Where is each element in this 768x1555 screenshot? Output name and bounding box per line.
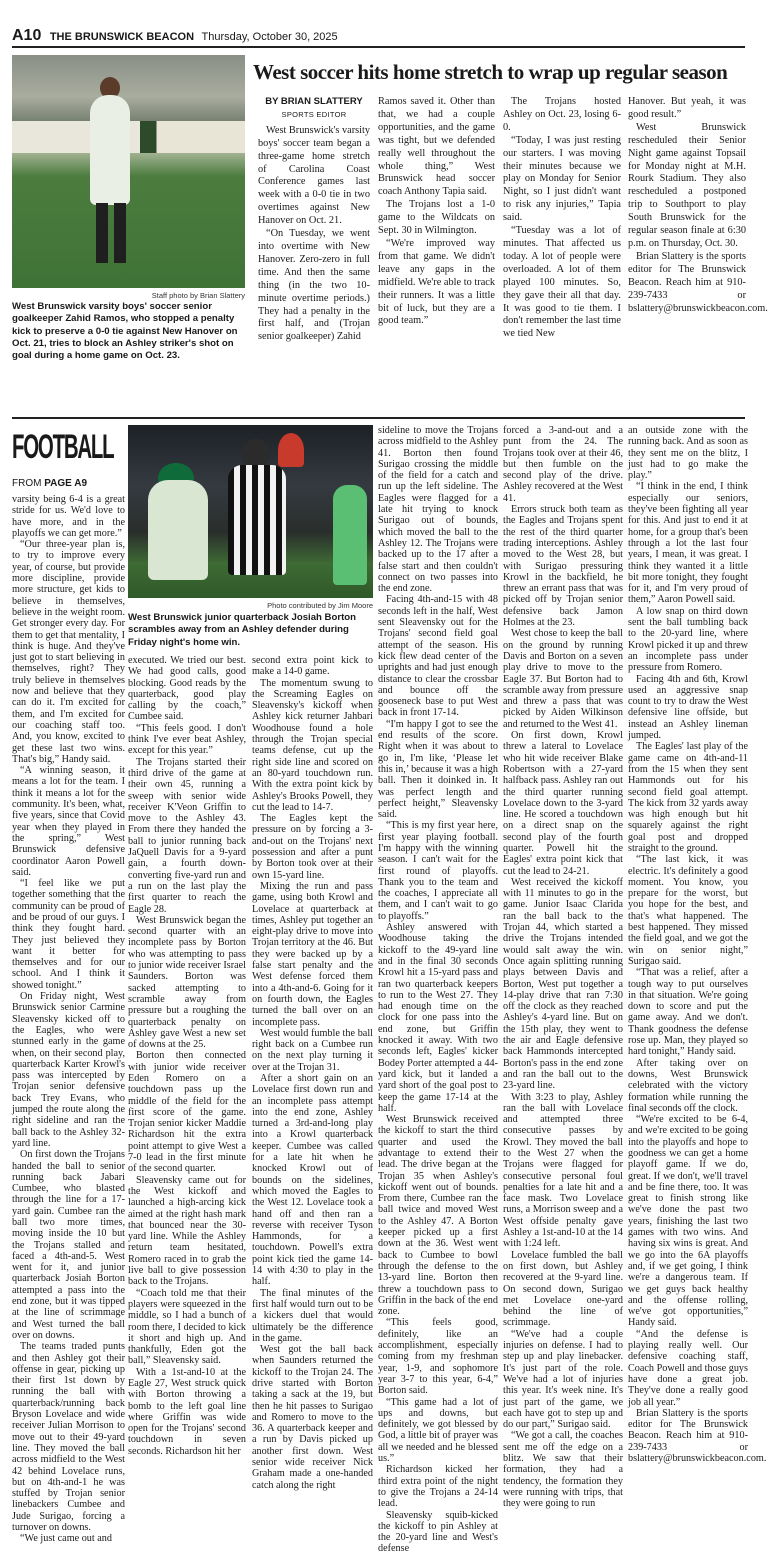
byline-title: SPORTS EDITOR [281, 109, 347, 119]
article-paragraph: Sleavensky came out for the West kickoff and launched a high-arcing kick aimed at the right hash mark that bounced near the 30-yard line. While the Ashley return team hesitated, Romero raced in to grab the live ball to give possession back to the Trojans. [128, 1174, 246, 1288]
article-paragraph: Lovelace fumbled the ball on first down, but Ashley recovered at the 9-yard line. On second down, Surigao met Lovelace one-yard behind the line of scrimmage. [503, 1249, 623, 1329]
soccer-photo [12, 55, 245, 288]
article-paragraph: The final minutes of the first half would turn out to be a kickers duel that would ultimately be the difference in the game. [252, 1287, 373, 1344]
article-paragraph: The Trojans hosted Ashley on Oct. 23, losing 6-0. [503, 96, 621, 133]
article-paragraph: Facing 4th and 6th, Krowl used an aggressive snap count to try to draw the West defensive line offside, but instead an Ashley lineman jumped. [628, 673, 748, 742]
soccer-column-1 [258, 96, 370, 411]
article-paragraph: “We got a call, the coaches sent me off the edge on a blitz. We saw that their formation, they had a tendency, the formation they were running with trips, that they were going to run [503, 1430, 623, 1510]
article-paragraph: Mixing the run and pass game, using both Krowl and Lovelace at quarterback at times, Ashley put together an eight-play drive to move into Trojan territory at the 46. But they were backed up by a false start penalty and the West defense forced them into a 4th-and-6. Going for it on fourth down, the Eagles turned the ball over on an incomplete pass. [252, 880, 373, 1028]
article-paragraph: The Trojans lost a 1-0 game to the Wildcats on Sept. 30 in Wilmington. [378, 199, 495, 237]
article-paragraph: Ramos saved it. Other than that, we had a couple opportunities, and the game was tight, but we defended really well throughout the whole thing,” West Brunswick head soccer coach Anthony Tapia said. [378, 96, 495, 198]
article-paragraph: With 3:23 to play, Ashley ran the ball with Lovelace and attempted three consecutive passes by Krowl. They moved the ball to the West 27 when the Trojans were flagged for consecutive personal foul penalties for a late hit and a face mask. Two Lovelace runs, a Morrison sweep and a West offside penalty gave Ashley a 1st-and-10 at the 14 with 1:24 left. [503, 1091, 623, 1250]
article-paragraph: varsity being 6-4 is a great stride for us. We'd love to have more, and in the playoffs we can get more.” [12, 494, 125, 539]
football-photo [128, 425, 373, 598]
byline-author: BY BRIAN SLATTERY [265, 96, 363, 107]
article-paragraph: second extra point kick to make a 14-0 game. [252, 655, 373, 678]
football-column-6 [628, 425, 767, 1508]
article-paragraph: “This game had a lot of ups and downs, but definitely, we got blessed by God, a little bit of prayer was all we needed and he blessed us.” [378, 1396, 498, 1465]
article-paragraph: The momentum swung to the Screaming Eagles on Sleavensky's kickoff when Ashley kick returner Jahbari Woodhouse found a hole through the Trojan special teams defense, cut up the right side line and scored on an 80-yard touchdown run. With the extra point kick by Ashley's Brooks Powell, they cut the lead to 14-7. [252, 677, 373, 813]
article-paragraph: Brian Slattery is the sports editor for The Brunswick Beacon. Reach him at 910-239-7433 or bslattery@brunswickbeacon.com. [628, 1407, 767, 1465]
article-paragraph: West Brunswick received the kickoff to start the third quarter and used the advantage to extend their lead. The drive began at the Trojan 35 when Ashley's kickoff went out of bounds. From there, Cumbee ran the ball twice and moved West to the Ashley 47. A Borton keeper picked up a first down at the 36. West went back to Cumbee to bowl through the defense to the 13-yard line. Borton then threw a touchdown pass to Griffin in the back of the end zone. [378, 1114, 498, 1318]
article-paragraph: forced a 3-and-out and a punt from the 24. The Trojans took over at their 46, but then fumble on the second play of the drive. Ashley recovered at the West 41. [503, 425, 623, 504]
page-number: A10 [12, 27, 42, 44]
article-paragraph: “The last kick, it was electric. It's definitely a good moment. You know, you prepare for the worst, but you hope for the best, and that's what happened. The best happened. They missed the field goal, and we got the win on senior night,” Surigao said. [628, 854, 748, 967]
article-paragraph: West Brunswick rescheduled their Senior Night game against Topsail for Monday night at M.H. Rourk Stadium. They also rescheduled a postponed trip to Southport to play South Brunswick for the regular season finale at 6:30 p.m. on Thursday, Oct. 30. [628, 121, 746, 249]
football-column-3 [252, 655, 373, 1508]
article-paragraph: “This feels good, definitely, like an accomplishment, especially coming from my freshman year, 1-9, and sophomore year 3-7 to this year, 6-4,” Borton said. [378, 1317, 498, 1397]
byline [258, 96, 370, 122]
quarterback-figure [148, 480, 208, 580]
header-divider [12, 46, 745, 48]
football-photo-caption: West Brunswick junior quarterback Josiah Borton scrambles away from an Ashley defender during Friday night's home win. [128, 612, 356, 648]
article-paragraph: Ashley answered with Woodhouse taking the kickoff to the 49-yard line and in the final 30 seconds Krowl hit a 15-yard pass and ran two quarterback keepers to run to the West 27. They had enough time on the clock for one pass into the end zone, but Griffin knocked it away. With two seconds left, Eagles' kicker Bodey Porter attempted a 44-yard kick, but it landed a yard short of the goal post to keep the game 17-14 at the half. [378, 922, 498, 1114]
article-paragraph: On first down the Trojans handed the ball to senior running back Jabari Cumbee, who blasted through the line for a 17-yard gain. Cumbee ran the ball two more times, moving inside the 10 but the Trojans stalled and faced a 4th-and-5. West went for it, and junior quarterback Josiah Borton attempted a pass into the end zone, but it was tipped at the line of scrimmage and West turned the ball over on downs. [12, 1149, 125, 1341]
article-paragraph: “I'm happy I got to see the end results of the score. Right when it was about to go in, I'm like, ‘Please let this in,’ because it was a high ball. Then it doinked in. It was perfect length and perfect height,” Sleavensky said. [378, 718, 498, 821]
down-marker-figure [278, 433, 304, 467]
article-paragraph: “On Tuesday, we went into overtime with New Hanover. Zero-zero in full time. And then the same thing (in the two 10-minute overtime periods.) They had a penalty in the first half, and (Trojan senior goalkeeper) Zahid [258, 228, 370, 343]
article-paragraph: “That was a relief, after a tough way to put ourselves in that situation. We're going down to score and put the game away. And we don't. Thank goodness the defense rose up. Man, they played so hard tonight,” Handy said. [628, 967, 748, 1058]
section-divider [12, 417, 745, 419]
article-paragraph: After a short gain on an Lovelace first down run and an incomplete pass attempt into the end zone, Ashley turned a 3rd-and-long play into a Krowl quarterback keeper. Cumbee was called for a late hit when he knocked Krowl out of bounds on the sidelines, which moved the Eagles to the West 12. Lovelace took a hand off and then ran a reverse with receiver Tyson Hammonds, for a touchdown. Powell's extra point kick tied the game 14-14 with 4:30 to play in the half. [252, 1072, 373, 1288]
goalkeeper-figure [90, 95, 130, 205]
jump-line [12, 478, 87, 489]
article-paragraph: Errors struck both team as the Eagles and Trojans spent the rest of the third quarter trading interceptions. Ashley moved to the West 28, but with Surigao pressuring Krowl in the backfield, he threw an errant pass that was picked off by Trojan senior defensive back Jamon Holmes at the 23. [503, 504, 623, 629]
article-paragraph: The Eagles' last play of the game came on 4th-and-11 from the 15 when they sent Hammonds out for his second field goal attempt. The kick from 32 yards away was high enough but hit squarely against the right goal post and dropped straight to the ground. [628, 741, 748, 854]
article-paragraph: an outside zone with the running back. And as soon as they sent me on the blitz, I just had to go make the play.” [628, 425, 748, 482]
football-column-1 [12, 494, 125, 1545]
article-paragraph: “Coach told me that their players were squeezed in the middle, so I had a bunch of room there, I decided to kick it short and high up. And thankfully, Eden got the ball,” Sleavensky said. [128, 1287, 246, 1367]
article-paragraph: “This feels good. I don't think I've ever beat Ashley, except for this year.” [128, 722, 246, 757]
article-paragraph: “Our three-year plan is, to try to improve every year, of course, but provide more discipline, provide more structure, get kids to believe in themselves, believe in the weight room. Get stronger every day. For them to get that mentality, I think is huge. And they've just got to start believing in themselves, right? They truly believe in themselves now and believe that they can do it. I'm excited for them, and I'm excited for our coaching staff too. And, you know, excited to get these last two wins. That's big,” Handy said. [12, 539, 125, 765]
football-jump-head: FOOTBALL [12, 428, 114, 466]
article-paragraph: “And the defense is playing really well. Our defensive coaching staff, Coach Powell and those guys have done a great job. They've done a really good job all year.” [628, 1328, 748, 1408]
article-paragraph: “This is my first year here, first year playing football. I'm happy with the winning season. I can't wait for the first round of playoffs. Thank you to the team and the coaches, I appreciate all them, and I can't wait to go to playoffs.” [378, 820, 498, 922]
soccer-column-2 [378, 96, 495, 411]
article-paragraph: “We just came out and [20, 1533, 112, 1545]
soccer-photo-caption: West Brunswick varsity boys' soccer senior goalkeeper Zahid Ramos, who stopped a penalty kick to preserve a 0-0 tie against New Hanover on Oct. 21, tries to block an Ashley striker's shot on goal during a home game on Oct. 23. [12, 301, 238, 362]
article-paragraph: With a 1st-and-10 at the Eagle 27, West struck quick with Borton throwing a bomb to the left goal line where Griffin was wide open for the Trojans' second touchdown in seven seconds. Richardson hit her [128, 1366, 246, 1457]
article-paragraph: The Trojans started their third drive of the game at their own 45, running a sweep with senior wide receiver K'Veon Griffin to move to the Ashley 43. From there they handed the ball to junior running back JaQuell Davis for a 9-yard gain, a fourth down-converting five-yard run and a run on the last play the first quarter to reach the Eagle 28. [128, 756, 246, 915]
article-paragraph: West Brunswick began the second quarter with an incomplete pass by Borton who was attempting to pass to junior wide receiver Israel Saunders. Borton was sacked attempting to scramble away from pressure but a roughing the quarterback penalty on Ashley gave West a new set of downs at the 25. [128, 914, 246, 1051]
article-paragraph: “Tuesday was a lot of minutes. That affected us today. A lot of people were overloaded. A lot of them played 100 minutes. So, they gave their all that day. It was good to tie them. I don't remember the last time we tied New [503, 225, 621, 340]
jump-page-link[interactable]: PAGE A9 [44, 478, 88, 489]
article-paragraph: executed. We tried our best. We had good calls, good blocking. Good reads by the quarterback, good play calling by the coach,” Cumbee said. [128, 655, 246, 723]
article-paragraph: The Eagles kept the pressure on by forcing a 3-and-out on the Trojans' next possession and after a punt by Borton took over at their own 15-yard line. [252, 813, 373, 881]
article-paragraph: Brian Slattery is the sports editor for The Brunswick Beacon. Reach him at 910-239-7433 or bslattery@brunswickbeacon.com. [628, 250, 768, 314]
article-paragraph: “We're excited to be 6-4, and we're excited to be going into the playoffs and hope to goodness we can get a home playoff game. If we do, great. If we don't, we'll travel and be fine there, too. It was great to finish strong like we've done the past two years, finishing the last two games with two wins. And having six wins is great. And we go into the 6A playoffs and, if we get going, I think we're a dangerous team. If we get guys back healthy and the offense rolling, we've got opportunities,” Handy said. [628, 1114, 748, 1329]
referee-figure [228, 465, 286, 575]
article-paragraph: Hanover. But yeah, it was good result.” [628, 96, 746, 120]
page-header [12, 27, 338, 45]
article-paragraph: West chose to keep the ball on the ground by running Davis and Borton on a seven play drive to move to the Eagle 37. But Borton had to scramble away from pressure and threw a pass that was picked by Aiden Wilkinson and returned to the West 41. [503, 628, 623, 730]
soccer-headline: West soccer hits home stretch to wrap up regular season [253, 60, 728, 84]
article-paragraph: After taking over on downs, West Brunswick celebrated with the victory formation while running the final seconds off the clock. [628, 1057, 748, 1114]
jump-from-label: FROM [12, 478, 42, 489]
article-paragraph: West Brunswick's varsity boys' soccer team began a three-game home stretch of Carolina Coast Conference games last week with a 0-0 tie in two overtimes against New Hanover on Oct. 21. [258, 124, 370, 227]
article-paragraph: “Today, I was just resting our starters. I was moving their minutes because we play on Monday for Senior Night, so I just didn't want to risk any injuries,” Tapia said. [503, 134, 621, 224]
article-paragraph: A low snap on third down sent the ball tumbling back to the 20-yard line, where Krowl picked it up and threw an incomplete pass under pressure from Romero. [628, 605, 748, 674]
article-paragraph: The teams traded punts and then Ashley got their offense in gear, picking up their first 1st down by running the ball with quarterback/running back Bryson Lovelace and wide receiver Julian Morrison to move out to their 49-yard line. They moved the ball across midfield to the West 42 behind Lovelace runs, but on 4th-and-1 he was stuffed by Trojan senior linebackers Cumbee and Jude Surigao, forcing a turnover on downs. [12, 1341, 125, 1534]
soccer-column-3 [503, 96, 621, 411]
article-paragraph: On Friday night, West Brunswick senior Carmine Sleavensky kicked off to the Eagles, who were stunned early in the game when, on their second play, quarterback Karter Krowl's pass was intercepted by Trojan senior defensive back Trey Evans, who jumped the route along the right sideline and ran the ball back to the Ashley 32-yard line. [12, 991, 125, 1149]
football-column-4 [378, 425, 498, 1555]
article-paragraph: Sleavensky squib-kicked the kickoff to pin Ashley at the 20-yard line and West's defense [378, 1509, 498, 1555]
soccer-column-4 [628, 96, 768, 411]
article-paragraph: sideline to move the Trojans across midfield to the Ashley 41. Borton then found Surigao crossing the middle of the field for a catch and run up the left sideline. The Eagles were flagged for a late hit trying to knock Surigao out of bounds, which moved the ball to the Ashley 12. The Trojans were backed up to the 17 after a false start and then couldn't connect on two passes into the end zone. [378, 425, 498, 595]
soccer-photo-credit: Staff photo by Brian Slattery [151, 291, 245, 300]
article-paragraph: “I think in the end, I think especially our seniors, they've been fighting all year for this. And just to end it at home, for a group that's been through a lot the last four years, I mean, it was great. I think they wanted it a little bit more tonight, they fought for it, and I'm very proud of them,” Aaron Powell said. [628, 481, 748, 606]
football-photo-credit: Photo contributed by Jim Moore [267, 601, 373, 610]
article-paragraph: West would fumble the ball right back on a Cumbee run on the next play turning it over at the Trojan 31. [252, 1027, 373, 1073]
article-paragraph: “I feel like we put together something that the community can be proud of and be proud of our guys. I think they fought hard. They just believed they want it better for themselves and for our school. And I think it showed tonight.” [12, 878, 125, 991]
newspaper-name: THE BRUNSWICK BEACON [49, 31, 195, 43]
article-paragraph: Richardson kicked her third extra point of the night to give the Trojans a 24-14 lead. [378, 1464, 498, 1510]
football-column-5 [503, 425, 623, 1508]
article-paragraph: West got the ball back when Saunders returned the kickoff to the Trojan 24. The drive started with Borton taking a sack at the 19, but then he hit passes to Surigao and Romero to move to the 36. A quarterback keeper and a run by Davis picked up another first down. West senior wide receiver Nick Graham made a one-handed catch along the right [252, 1344, 373, 1491]
article-paragraph: On first down, Krowl threw a lateral to Lovelace who hit wide receiver Blake Robertson with a 27-yard halfback pass. Ashley ran out the third quarter running Lovelace down to the 3-yard line. He scored a touchdown on a direct snap on the second play of the fourth quarter. Powell hit the Eagles' extra point kick that cut the lead to 24-21. [503, 730, 623, 877]
article-paragraph: “We've had a couple injuries on defense. I had to step up and play linebacker. It's just part of the role. We've had a lot of injuries this year. It's week nine. It's just part of the game, we each have got to step up and do our part,” Surigao said. [503, 1328, 623, 1431]
football-column-2 [128, 655, 246, 1508]
article-paragraph: Borton then connected with junior wide receiver Eden Romero on a touchdown pass up the middle of the field for the first score of the game. Trojan senior kicker Maddie Richardson hit the extra point attempt to give West a 7-0 lead in the first minute of the second quarter. [128, 1050, 246, 1175]
article-paragraph: Facing 4th-and-15 with 48 seconds left in the half, West sent Sleavensky out for the Trojans' second field goal attempt of the season. His kick flew dead center of the uprights and had just enough distance to clear the crossbar and bounce off the gooseneck base to put West back in front 17-14. [378, 594, 498, 719]
issue-date: Thursday, October 30, 2025 [201, 31, 338, 43]
sideline-person-figure [333, 485, 367, 585]
article-paragraph: West received the kickoff with 11 minutes to go in the game. Junior Isaac Clarida ran the ball back to the Trojan 44, which started a drive the Trojans intended would salt away the win. Once again splitting running plays between Davis and Borton, West put together a 14-play drive that ran 7:30 off the clock as they reached Ashley's 4-yard line. But on the 15th play, they went to the air and Eagle defensive back Hammonds intercepted Borton's pass in the end zone and ran the ball out to the 23-yard line. [503, 876, 623, 1092]
article-paragraph: “We're improved way from that game. We didn't leave any gaps in the midfield. We're able to track their runners. It was a little bit of luck, but they are a good team.” [378, 237, 495, 327]
goalkeeper-figure-legs [96, 203, 126, 263]
article-paragraph: “A winning season, it means a lot for the team. I think it means a lot for the community. It's been, what, five years, since that Covid year when they played in the spring,” West Brunswick defensive coordinator Aaron Powell said. [12, 765, 125, 878]
